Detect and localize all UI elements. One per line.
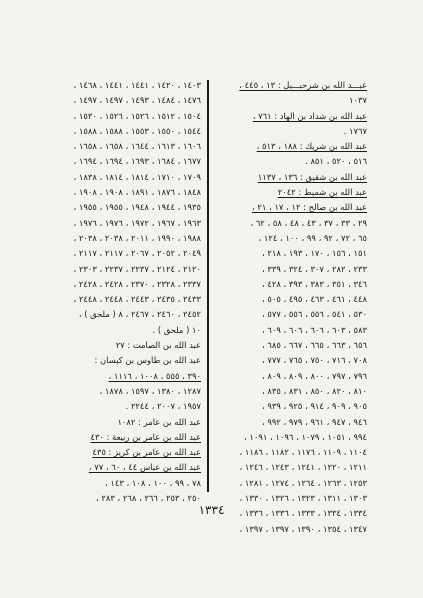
index-line: ٩٩٤ ، ١٠٥١ ، ١٠٧٩ ، ١٠٩٦ ، ١٠٩١ ، [244, 431, 367, 442]
index-line: ٢٥٠ ، ٢٥٣ ، ٢٦٦ ، ٢٦٨ ، ٢٨٣ ، [96, 493, 201, 504]
index-line: ١٣٠٣ ، ١٣١١ ، ١٣٢٣ ، ١٣٢٦ ، ١٣٣٠ ، [239, 493, 367, 504]
index-line: ١٩٦٣ ، ١٩٦٧ ، ١٩٧٢ ، ١٩٧٦ ، ١٩٧٦ ، [73, 217, 201, 228]
index-line: ١٠٣٧ [349, 95, 367, 106]
index-line: ٨١٠ ، ٨٢٠ ، ٨٥٠ ، ٨٣١ ، ٨٣٥ ، [262, 385, 367, 396]
index-line: ٣٤٦ ، ٣٥١ ، ٣٨٣ ، ٣٩٣ ، ٤٢٨ ، [262, 278, 367, 289]
index-line: ٩٤٦ ، ٩٤٧ ، ٩٦١ ، ٩٧٩ ، ٩٩٢ ، [262, 416, 367, 427]
index-line: ٢٩ ، ٣٣ ، ٣٧ ، ٤٣ ، ٤٨ ، ٥٨ ، ٦٢ ، [250, 217, 367, 228]
index-line: ١٤٠٣ ، ١٤٢٠ ، ١٤٤١ ، ١٤٤١ ، ١٤٦٨ ، [73, 80, 201, 90]
index-line: ٢١٢٠ ، ٢١٢٤ ، ٢٢٣٧ ، ٢٢٣٧ ، ٢٣٠٣ ، [73, 263, 201, 274]
index-line: ١٩٨٨ ، ١٩٩٠ ، ٢٠١١ ، ٢٠٣٨ ، ٢٠٣٨ ، [73, 232, 201, 243]
index-line: ٧٩٦ ، ٧٩٧ ، ٨٠٠ ، ٨٠٩ ، ٨٠٩ ، [262, 370, 367, 381]
index-line: ٥٨٣ ، ٦٠٣ ، ٦٠٦ ، ٦٠٦ ، ٦٠٩ ، [262, 324, 367, 335]
index-line: ١٢٨٧ ، ١٣٨٠ ، ١٥٩٧ ، ١٨٧٨ ، [99, 385, 201, 396]
index-line: ١٣٤٧ ، ١٣٥٤ ، ١٣٩٠ ، ١٣٩٧ ، ١٣٩٧ ، [239, 523, 367, 534]
index-line: ١٨٤٨ ، ١٨٧٦ ، ١٨٩١ ، ١٩٠٨ ، ١٩٠٨ ، [73, 187, 201, 198]
index-line: ٢٣٣٧ ، ٢٣٢٨ ، ٢٣٧٠ ، ٢٤٢٨ ، ٢٤٢٨ ، [73, 278, 201, 289]
index-line: ١٩٥٧ ، ٢٠٠٧ ، ٢٢٤٤ . [125, 401, 201, 412]
index-line: ٢٤٣٣ ، ٢٤٣٥ ، ٢٤٤٣ ، ٢٤٤٨ ، ٢٤٤٨ ، [73, 294, 201, 305]
index-line: ١٧٠٩ ، ١٧١٠ ، ١٨١٤ ، ١٨١٤ ، ١٨٣٨ ، [73, 171, 201, 182]
index-line: ١٢١١ ، ١٢٢٠ ، ١٢٤١ ، ١٢٤٣ ، ١٢٤٦ ، [239, 462, 367, 473]
column-divider [207, 80, 209, 492]
index-line: عبد الله بن الصامت : ٢٧ [115, 340, 201, 351]
index-line: ٢٠٤٩ ، ٢٠٥٢ ، ٢٠٦٧ ، ٢١١٧ ، ٢١١٧ ، [73, 248, 201, 259]
index-line: عبد الله بن صالح : ١٢ ، ١٧ ، ٢١ ، [252, 202, 367, 213]
index-line: ١٩٣٥ ، ١٩٤٤ ، ١٩٤٨ ، ١٩٥٥ ، ١٩٥٥ ، [73, 202, 201, 213]
index-column-right [205, 78, 367, 537]
index-line: ١٥١ ، ١٥٦ ، ١٧٠ ، ١٩٣ ، ٢١٨ ، [262, 248, 367, 259]
index-line: ١٦٠٦ ، ١٦١٣ ، ١٦٤٤ ، ١٦٥٨ ، ١٦٥٨ ، [73, 141, 201, 152]
index-line: ٣٩٠ ، ٥٥٥ ، ١٠٠٨ ، ١١١٦ ، [108, 370, 201, 381]
index-line: عبد الله بن عامر : ١٠٨٢ [117, 416, 201, 427]
index-line: ٧٠٨ ، ٧١٦ ، ٧٥٠ ، ٧٦٥ ، ٧٧٧ ، [262, 355, 367, 366]
index-line: ٥٣٠ ، ٥٤١ ، ٥٥٦ ، ٥٥٦ ، ٥٧٧ ، [262, 309, 367, 320]
index-line: عبد الله بن طاوس بن كيسان : [94, 355, 201, 366]
index-line: عبد الله بن عامر بن كريز : ٤٣٥ [92, 447, 201, 458]
index-line: ٩٠٥ ، ٩٠٩ ، ٩١٤ ، ٩٢٥ ، ٩٣٩ ، [262, 401, 367, 412]
page-number: ١٣٣٤ [198, 503, 225, 517]
index-line: ٢٣٣ ، ٢٨٢ ، ٣٠٧ ، ٣٢٤ ، ٣٣٩ ، [262, 263, 367, 274]
index-line: ١٢٥٣ ، ١٢٦٣ ، ١٢٦٤ ، ١٢٧٤ ، ١٢٨١ ، [239, 477, 367, 488]
index-line: ٤٤٨ ، ٤٦١ ، ٤٦٣ ، ٤٩٥ ، ٥٠٥ ، [262, 294, 367, 305]
index-line: ١١٠٤ ، ١١٠٩ ، ١١٧٦ ، ١١٨٢ ، ١١٨٦ ، [239, 447, 367, 458]
index-line: ١٠ ( ملحق ) . [152, 324, 201, 335]
index-line: ٦٥٦ ، ٦٦٣ ، ٦٦٥ ، ٦٦٧ ، ٦٨٥ ، [262, 340, 367, 351]
index-line: ١٥٠٤ ، ١٥١٢ ، ١٥٢٦ ، ١٥٢٦ ، ١٥٣٠ ، [73, 110, 201, 121]
index-line: ٧٨ ، ٩٩ ، ١٠٠ ، ١٠٨ ، ١٤٣ ، [105, 477, 201, 488]
index-line: عبد الله بن شريك : ١٨٨ ، ٥١٣ ، [256, 141, 367, 152]
index-line: ١٥٤٤ ، ١٥٥٠ ، ١٥٥٣ ، ١٥٨٨ ، ١٥٨٨ ، [73, 125, 201, 136]
index-column-left [39, 78, 201, 506]
index-line: عبد الله بن عباس ٤٤ ، ٦٠ ، ٧٧ ، [88, 462, 201, 473]
index-line: عبد الله بن شقيق : ١٣٦ ، ١١٣٧ [257, 171, 367, 182]
index-line: ٦٥ ، ٧٢ ، ٩٢ ، ٩٩ ، ١٠٠ ، ١٢٤ ، [258, 232, 367, 243]
index-line: ٥١٦ ، ٥٢٠ ، ٨٥١ . [305, 156, 367, 167]
index-line: ٢٤٥٢ ، ٢٤٦٠ ، ٢٤٦٧ ، ٨ ( ملحق ) ، [78, 309, 201, 320]
index-line: عبد الله بن شداد بن الهاد : ٧٦١ ، [252, 110, 367, 121]
index-line: ١٦٧٧ ، ١٦٨٤ ، ١٦٩٣ ، ١٦٩٤ ، ١٦٩٤ ، [73, 156, 201, 167]
index-line: عبد الله بن شميط : ٢٠٤٢ [277, 187, 367, 198]
index-line: ١٣٣٤ ، ١٣٣٤ ، ١٣٣٣ ، ١٣٣٦ ، ١٣٣٦ ، [239, 508, 367, 519]
index-line: عبـــد الله بن شرحبـــيل : ١٣ ، ٤٤٥ ، [239, 80, 367, 90]
index-line: ١٧٦٧ . [343, 125, 367, 136]
index-line: عبد الله بن عامر بن ربيعة : ٤٣٠ [90, 431, 201, 442]
index-line: ١٤٧٦ ، ١٤٨٤ ، ١٤٩٣ ، ١٤٩٧ ، ١٤٩٧ ، [73, 95, 201, 106]
